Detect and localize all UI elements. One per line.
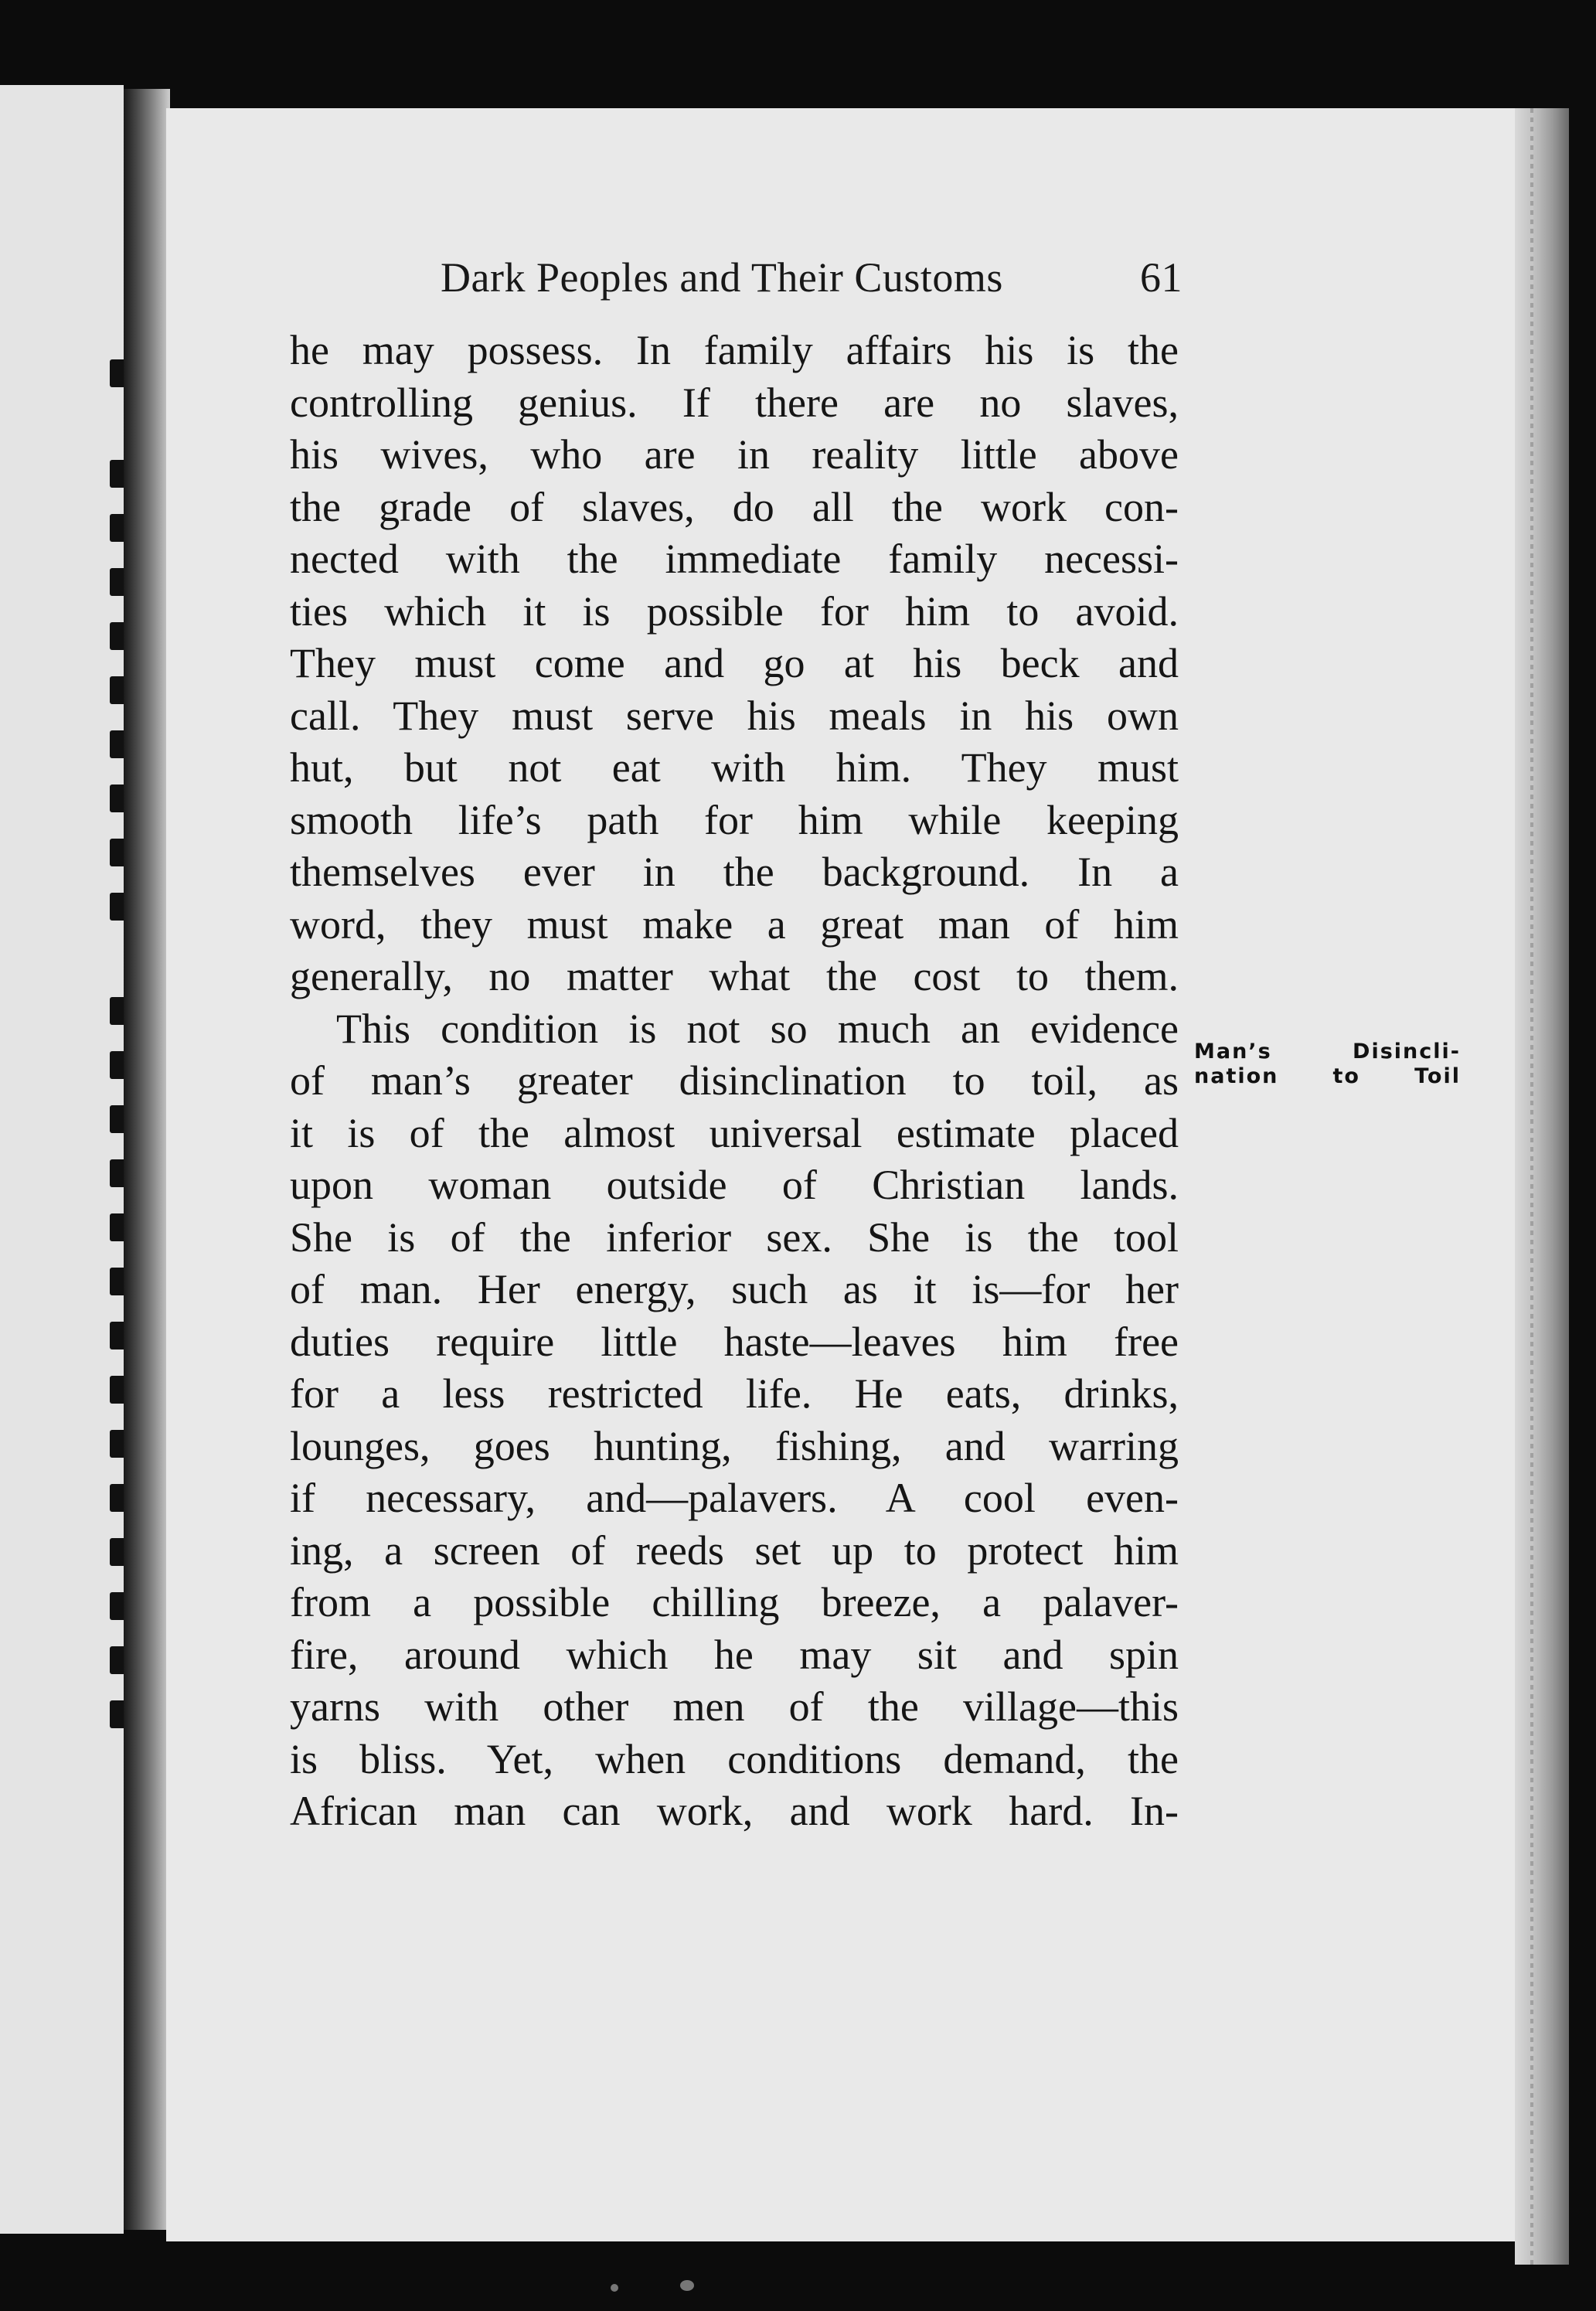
text-line: ties which it is possible for him to avoid. (290, 587, 1179, 635)
marginal-note (1194, 1040, 1461, 1089)
page-number: 61 (1140, 254, 1183, 301)
marginal-note-line: nation to Toil (1194, 1064, 1461, 1088)
text-line: his wives, who are in reality little above (290, 431, 1179, 478)
facing-page-text-fragment (110, 730, 124, 758)
text-line: controlling genius. If there are no slaves, (290, 379, 1179, 426)
text-line: upon woman outside of Christian lands. (290, 1162, 1179, 1208)
facing-page-text-fragment (110, 1159, 124, 1187)
text-line: lounges, goes hunting, fishing, and warring (290, 1422, 1179, 1469)
text-line: fire, around which he may sit and spin (290, 1631, 1179, 1678)
text-line: if necessary, and—palavers. A cool even- (290, 1475, 1179, 1521)
facing-page-text-fragment (110, 1430, 124, 1458)
text-line: ing, a screen of reeds set up to protect him (290, 1526, 1179, 1574)
text-line: word, they must make a great man of him (290, 900, 1179, 948)
facing-page-text-fragment (110, 1268, 124, 1295)
facing-page-text-fragment (110, 1213, 124, 1241)
facing-page-text-fragment (110, 1105, 124, 1133)
facing-page-text-fragment (110, 359, 124, 387)
text-line: it is of the almost universal estimate placed (290, 1109, 1179, 1156)
facing-page-text-fragment (110, 676, 124, 704)
page-edge (1515, 108, 1569, 2265)
text-line: hut, but not eat with him. They must (290, 744, 1179, 791)
text-line: call. They must serve his meals in his own (290, 692, 1179, 739)
text-line: She is of the inferior sex. She is the tool (290, 1213, 1179, 1261)
text-line: themselves ever in the background. In a (290, 849, 1179, 895)
facing-page-text-fragment (110, 460, 124, 488)
text-line: of man’s greater disinclination to toil, as (290, 1057, 1179, 1104)
scan-speck (680, 2280, 694, 2291)
facing-page-text-fragment (110, 1051, 124, 1079)
running-head (441, 247, 1183, 309)
text-line: This condition is not so much an evidence (336, 1005, 1179, 1052)
facing-page-text-fragment (110, 1646, 124, 1674)
text-line: smooth life’s path for him while keeping (290, 796, 1179, 843)
facing-page-text-fragment (110, 1592, 124, 1620)
scan-speck (611, 2284, 618, 2292)
facing-page-text-fragment (110, 997, 124, 1025)
text-line: of man. Her energy, such as it is—for her (290, 1266, 1179, 1312)
text-line: generally, no matter what the cost to them. (290, 953, 1179, 999)
facing-page-text-fragment (110, 1484, 124, 1512)
facing-page-text-fragment (110, 839, 124, 866)
text-line: yarns with other men of the village—this (290, 1683, 1179, 1730)
book-gutter (124, 89, 170, 2230)
facing-page-text-fragment (110, 1538, 124, 1566)
text-line: from a possible chilling breeze, a palaver- (290, 1579, 1179, 1625)
facing-page-text-fragment (110, 893, 124, 921)
facing-page-text-fragment (110, 1700, 124, 1728)
marginal-note-line: Man’s Disincli- (1194, 1040, 1461, 1064)
body-text (290, 325, 1179, 1838)
text-line: is bliss. Yet, when conditions demand, the (290, 1735, 1179, 1782)
text-line: nected with the immediate family necessi- (290, 536, 1179, 582)
facing-page-text-fragment (110, 1376, 124, 1404)
text-line: for a less restricted life. He eats, drinks, (290, 1370, 1179, 1417)
facing-page-text-fragment (110, 514, 124, 542)
facing-page-text-fragment (110, 1322, 124, 1350)
text-line: African man can work, and work hard. In- (290, 1788, 1179, 1834)
facing-page-text-fragment (110, 568, 124, 596)
facing-page (0, 85, 124, 2234)
facing-page-text-fragment (110, 785, 124, 812)
facing-page-text-fragment (110, 622, 124, 650)
text-line: They must come and go at his beck and (290, 640, 1179, 686)
text-line: duties require little haste—leaves him free (290, 1318, 1179, 1365)
running-head-title: Dark Peoples and Their Customs (441, 254, 1003, 301)
text-line: he may possess. In family affairs his is the (290, 327, 1179, 373)
text-line: the grade of slaves, do all the work con- (290, 483, 1179, 530)
